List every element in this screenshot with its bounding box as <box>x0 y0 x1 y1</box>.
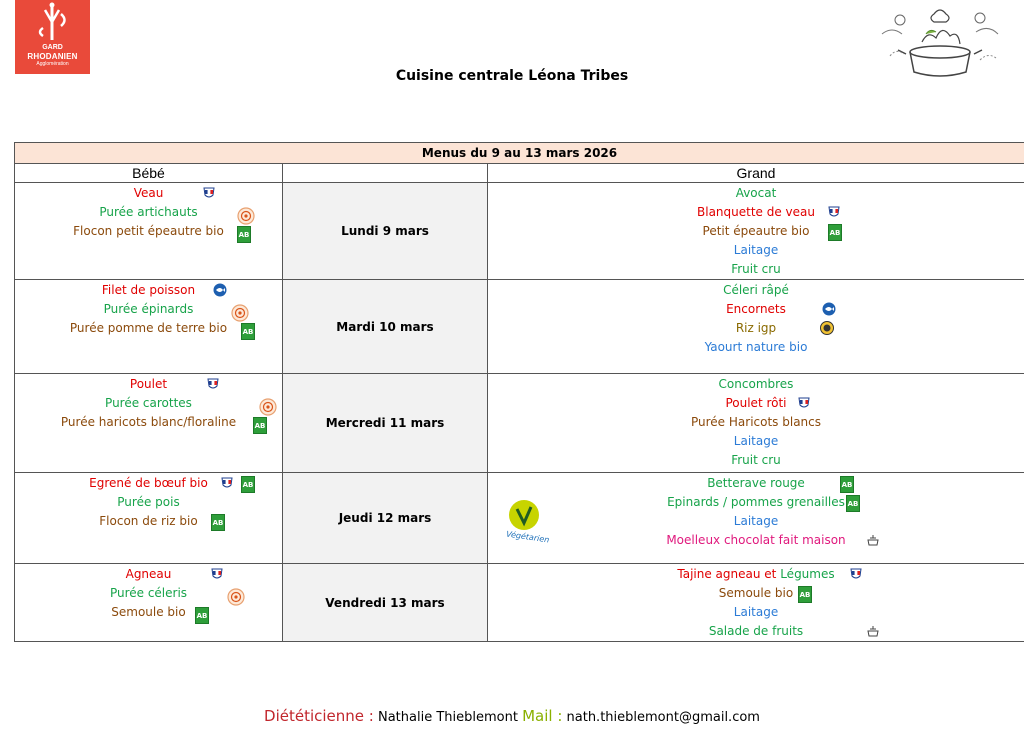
menu-item-label: Purée Haricots blancs <box>691 415 821 429</box>
menu-item <box>15 394 282 413</box>
menu-item <box>488 281 1024 300</box>
menu-item <box>15 281 282 300</box>
grand-menu-cell <box>488 280 1024 374</box>
menu-item <box>488 338 1024 357</box>
vegetarian-leaf-icon <box>508 499 540 531</box>
menu-item <box>15 512 282 531</box>
menu-item <box>488 300 1024 319</box>
menu-item <box>15 375 282 394</box>
grand-menu-cell <box>488 374 1024 473</box>
menu-item-label: Agneau <box>125 567 172 581</box>
cooking-pot-icon <box>866 624 880 644</box>
mail-address[interactable]: nath.thieblemont@gmail.com <box>566 710 760 725</box>
bebe-menu-cell <box>15 564 283 642</box>
dietitian-name: Nathalie Thieblemont <box>377 710 518 725</box>
menu-item <box>15 203 282 222</box>
ab-organic-icon <box>237 226 251 249</box>
ab-organic-icon <box>211 514 225 537</box>
bebe-menu-cell <box>15 374 283 473</box>
menu-item-label: Purée artichauts <box>99 205 198 219</box>
menu-item <box>15 584 282 603</box>
week-header-row <box>15 143 1024 164</box>
logo-line-agglomeration: Agglomération <box>36 61 69 67</box>
menu-item <box>488 413 1024 432</box>
ab-organic-icon <box>241 323 255 346</box>
menu-item-label: Fruit cru <box>731 262 781 276</box>
menu-item <box>488 222 1024 241</box>
fork-knife-icon <box>15 0 90 44</box>
day-row <box>15 374 1024 473</box>
column-header-bebe: Bébé <box>15 164 283 183</box>
menu-item <box>488 603 1024 622</box>
menu-item <box>15 300 282 319</box>
svg-text:AB: AB <box>847 500 859 508</box>
menu-item-label: Veau <box>133 186 164 200</box>
menu-item <box>488 474 1024 493</box>
day-label: Mardi 10 mars <box>283 280 488 374</box>
column-header-grand: Grand <box>488 164 1024 183</box>
column-header-row <box>15 164 1024 183</box>
menu-item-label-part: Légumes <box>776 567 835 581</box>
menu-item-label: Salade de fruits <box>708 624 804 638</box>
menu-item <box>488 394 1024 413</box>
logo-line-rhodanien: RHODANIEN <box>27 52 78 61</box>
menu-item-label: Laitage <box>733 514 779 528</box>
menu-item-label: Riz igp <box>735 321 777 335</box>
menu-item <box>15 474 282 493</box>
svg-text:AB: AB <box>242 481 254 489</box>
bebe-menu-cell <box>15 473 283 564</box>
page-title: Cuisine centrale Léona Tribes <box>395 68 629 84</box>
menu-item-label: Egrené de bœuf bio <box>89 476 208 490</box>
menu-item-label: Poulet rôti <box>725 396 787 410</box>
day-label: Vendredi 13 mars <box>283 564 488 642</box>
menu-item <box>488 319 1024 338</box>
menu-item <box>488 241 1024 260</box>
menu-item <box>15 184 282 203</box>
day-row <box>15 280 1024 374</box>
svg-text:AB: AB <box>829 229 841 237</box>
menu-item-label: Fruit cru <box>731 453 781 467</box>
menu-item <box>488 565 1024 584</box>
menu-item-label: Yaourt nature bio <box>704 340 808 354</box>
svg-text:AB: AB <box>242 328 254 336</box>
column-header-day <box>283 164 488 183</box>
menu-item-label: Concombres <box>718 377 794 391</box>
menu-item <box>488 584 1024 603</box>
svg-text:AB: AB <box>799 591 811 599</box>
menu-item <box>488 451 1024 470</box>
menu-item-label: Avocat <box>735 186 777 200</box>
menu-item-label: Purée pois <box>117 495 180 509</box>
ab-organic-icon <box>195 607 209 630</box>
ab-organic-icon <box>253 417 267 440</box>
menu-item <box>488 531 1024 550</box>
footer <box>0 707 1024 725</box>
menu-item-label: Purée carottes <box>105 396 192 410</box>
day-label: Lundi 9 mars <box>283 183 488 280</box>
day-label: Jeudi 12 mars <box>283 473 488 564</box>
menu-item-label: Flocon petit épeautre bio <box>73 224 224 238</box>
menu-item <box>488 260 1024 279</box>
menu-item <box>488 375 1024 394</box>
menu-item-label: Laitage <box>733 434 779 448</box>
menu-item <box>488 203 1024 222</box>
bebe-menu-cell <box>15 280 283 374</box>
menu-item-label: Purée haricots blanc/floraline <box>60 415 237 429</box>
menu-item-label: Semoule bio <box>111 605 186 619</box>
menu-item <box>15 319 282 338</box>
menu-item-label: Laitage <box>733 243 779 257</box>
grand-menu-cell <box>488 564 1024 642</box>
gard-rhodanien-logo <box>15 0 90 74</box>
menu-item <box>488 512 1024 531</box>
menu-item <box>488 493 1024 512</box>
grand-menu-cell <box>488 473 1024 564</box>
day-label: Mercredi 11 mars <box>283 374 488 473</box>
menu-item <box>488 184 1024 203</box>
week-label: Menus du 9 au 13 mars 2026 <box>15 143 1024 164</box>
day-row <box>15 183 1024 280</box>
vegetarian-badge <box>505 499 550 545</box>
menu-item-label: Purée céleris <box>109 586 188 600</box>
svg-text:AB: AB <box>841 481 853 489</box>
menu-item <box>488 432 1024 451</box>
menu-item <box>488 622 1024 641</box>
vegetarian-label: Végétarien <box>505 529 550 545</box>
menu-item-label: Purée pomme de terre bio <box>69 321 228 335</box>
menu-item <box>15 493 282 512</box>
menu-item-label: Tajine agneau et <box>677 567 777 581</box>
cooking-pot-illustration <box>876 4 1004 78</box>
svg-text:AB: AB <box>212 519 224 527</box>
menu-item-label: Encornets <box>726 302 786 316</box>
day-row <box>15 564 1024 642</box>
menu-item <box>15 413 282 432</box>
svg-text:AB: AB <box>196 612 208 620</box>
day-row <box>15 473 1024 564</box>
menu-item-label: Céleri râpé <box>723 283 789 297</box>
menu-item-label: Epinards / pommes grenailles <box>667 495 845 509</box>
menu-item-label: Flocon de riz bio <box>99 514 198 528</box>
mail-label: Mail : <box>522 707 563 725</box>
menu-item-label: Petit épeautre bio <box>702 224 810 238</box>
menu-item-label: Poulet <box>129 377 168 391</box>
logo-line-gard: GARD <box>42 44 63 51</box>
menu-item-label: Filet de poisson <box>101 283 196 297</box>
svg-text:AB: AB <box>238 231 250 239</box>
bebe-menu-cell <box>15 183 283 280</box>
menu-item-label: Purée épinards <box>103 302 194 316</box>
cooking-pot-icon <box>866 533 880 553</box>
dietitian-label: Diététicienne : <box>264 707 374 725</box>
menu-item-label: Laitage <box>733 605 779 619</box>
menu-item <box>15 222 282 241</box>
grand-menu-cell <box>488 183 1024 280</box>
menu-table <box>14 142 1024 642</box>
svg-text:AB: AB <box>254 422 266 430</box>
menu-item-label: Betterave rouge <box>707 476 805 490</box>
menu-item <box>15 565 282 584</box>
menu-item-label: Blanquette de veau <box>697 205 815 219</box>
menu-item <box>15 603 282 622</box>
menu-item-label: Semoule bio <box>718 586 794 600</box>
menu-item-label: Moelleux chocolat fait maison <box>666 533 846 547</box>
